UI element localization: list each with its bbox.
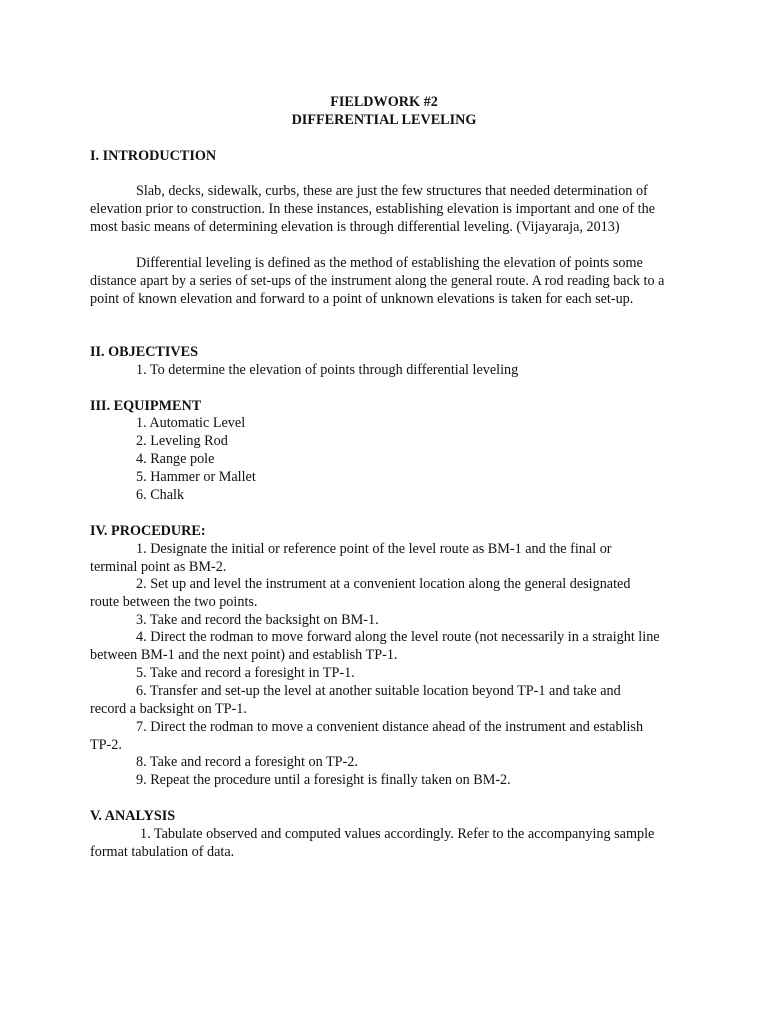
- equipment-item: 1. Automatic Level: [136, 415, 246, 431]
- introduction-heading: I. INTRODUCTION: [90, 148, 217, 164]
- procedure-step: 2. Set up and level the instrument at a convenient location along the general designated route between the two points.: [90, 576, 631, 610]
- introduction-paragraph-2: Differential leveling is defined as the method of establishing the elevation of points some distance apart by a series of set-ups of the instrument along the general route. A rod reading back to a point of known elevation and forward to a point of unknown elevations is taken for each set-up.: [90, 255, 665, 307]
- introduction-paragraph-1: Slab, decks, sidewalk, curbs, these are just the few structures that needed determination of elevation prior to construction. In these instances, establishing elevation is important and one of the most basic means of determining elevation is through differential leveling. (Vijayaraja, 2013): [90, 183, 655, 235]
- procedure-step: 3. Take and record the backsight on BM-1.: [136, 612, 379, 628]
- procedure-step: 8. Take and record a foresight on TP-2.: [136, 754, 358, 770]
- analysis-item: 1. Tabulate observed and computed values accordingly. Refer to the accompanying sample format tabulation of data.: [90, 826, 655, 860]
- procedure-step: 7. Direct the rodman to move a convenient distance ahead of the instrument and establish TP-2.: [90, 719, 644, 753]
- procedure-step: 4. Direct the rodman to move forward along the level route (not necessarily in a straight line between BM-1 and the next point) and establish TP-1.: [90, 629, 660, 663]
- procedure-heading: IV. PROCEDURE:: [90, 523, 206, 539]
- equipment-item: 2. Leveling Rod: [136, 433, 228, 449]
- procedure-step: 6. Transfer and set-up the level at another suitable location beyond TP-1 and take and record a backsight on TP-1.: [90, 683, 621, 717]
- procedure-step: 9. Repeat the procedure until a foresight is finally taken on BM-2.: [136, 772, 511, 788]
- procedure-step: 5. Take and record a foresight in TP-1.: [136, 665, 355, 681]
- document-subtitle: DIFFERENTIAL LEVELING: [291, 112, 477, 128]
- equipment-item: 4. Range pole: [136, 451, 215, 467]
- objective-item: 1. To determine the elevation of points through differential leveling: [136, 362, 519, 378]
- objectives-heading: II. OBJECTIVES: [90, 344, 199, 360]
- equipment-item: 5. Hammer or Mallet: [136, 469, 256, 485]
- analysis-heading: V. ANALYSIS: [90, 808, 176, 824]
- equipment-heading: III. EQUIPMENT: [90, 398, 202, 414]
- document-title: FIELDWORK #2: [330, 94, 438, 110]
- equipment-item: 6. Chalk: [136, 487, 185, 503]
- procedure-step: 1. Designate the initial or reference point of the level route as BM-1 and the final or terminal point as BM-2.: [90, 541, 612, 575]
